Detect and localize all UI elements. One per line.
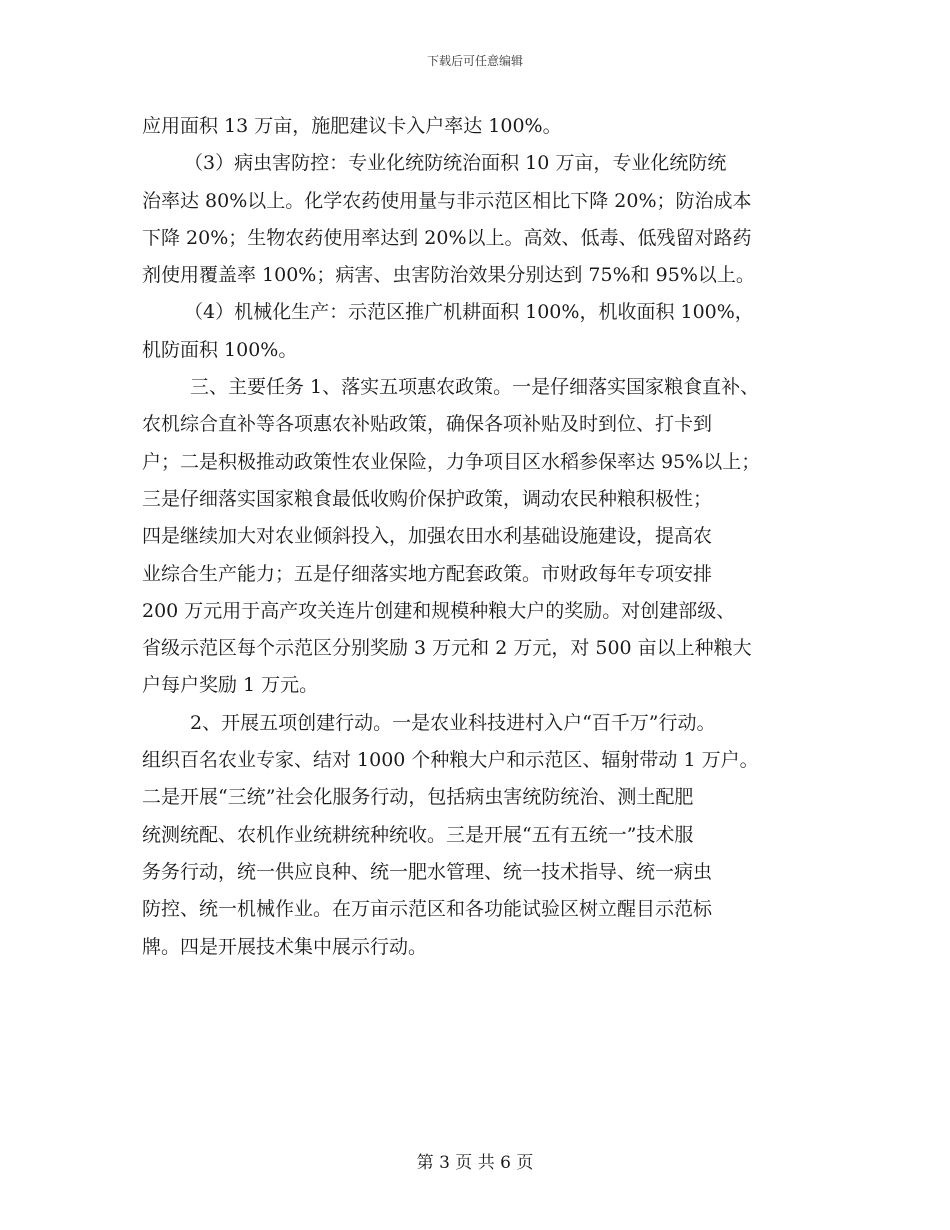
text-line: 二是开展“三统”社会化服务行动，包括病虫害统防统治、测土配肥	[142, 786, 694, 809]
text-line: 机防面积 100%。	[142, 338, 298, 361]
text-line: 2、开展五项创建行动。一是农业科技进村入户“百千万”行动。	[190, 711, 716, 734]
text-line: 统测统配、农机作业统耕统种统收。三是开展“五有五统一”技术服	[142, 823, 694, 846]
text-line: （4）机械化生产：示范区推广机耕面积 100%，机收面积 100%，	[184, 301, 754, 324]
text-line: （3）病虫害防控：专业化统防统治面积 10 万亩，专业化统防统	[184, 152, 727, 175]
text-line: 四是继续加大对农业倾斜投入，加强农田水利基础设施建设，提高农	[142, 525, 713, 548]
text-line: 三、主要任务 1、落实五项惠农政策。一是仔细落实国家粮食直补、	[190, 376, 760, 399]
text-line: 剂使用覆盖率 100%；病害、虫害防治效果分别达到 75%和 95%以上。	[142, 264, 755, 287]
text-line: 务务行动，统一供应良种、统一肥水管理、统一技术指导、统一病虫	[142, 860, 713, 883]
text-line: 下降 20%；生物农药使用率达到 20%以上。高效、低毒、低残留对路药	[142, 226, 752, 249]
text-line: 200 万元用于高产攻关连片创建和规模种粮大户的奖励。对创建部级、	[142, 599, 736, 622]
text-line: 农机综合直补等各项惠农补贴政策，确保各项补贴及时到位、打卡到	[142, 413, 713, 436]
text-line: 三是仔细落实国家粮食最低收购价保护政策，调动农民种粮积极性；	[142, 487, 713, 510]
text-line: 组织百名农业专家、结对 1000 个种粮大户和示范区、辐射带动 1 万户。	[142, 749, 759, 772]
text-line: 业综合生产能力；五是仔细落实地方配套政策。市财政每年专项安排	[142, 562, 713, 585]
text-line: 应用面积 13 万亩，施肥建议卡入户率达 100%。	[142, 115, 562, 137]
text-line: 牌。四是开展技术集中展示行动。	[142, 935, 428, 958]
text-line: 户；二是积极推动政策性农业保险，力争项目区水稻参保率达 95%以上；	[142, 450, 761, 473]
document-body	[142, 108, 818, 966]
text-line: 防控、统一机械作业。在万亩示范区和各功能试验区树立醒目示范标	[142, 898, 713, 921]
text-line: 户每户奖励 1 万元。	[142, 674, 319, 697]
page-footer: 第 3 页 共 6 页	[416, 1153, 534, 1173]
page-header: 下载后可任意编辑	[426, 54, 523, 68]
text-line: 省级示范区每个示范区分别奖励 3 万元和 2 万元，对 500 亩以上种粮大	[142, 637, 752, 660]
text-line: 治率达 80%以上。化学农药使用量与非示范区相比下降 20%；防治成本	[142, 189, 752, 212]
